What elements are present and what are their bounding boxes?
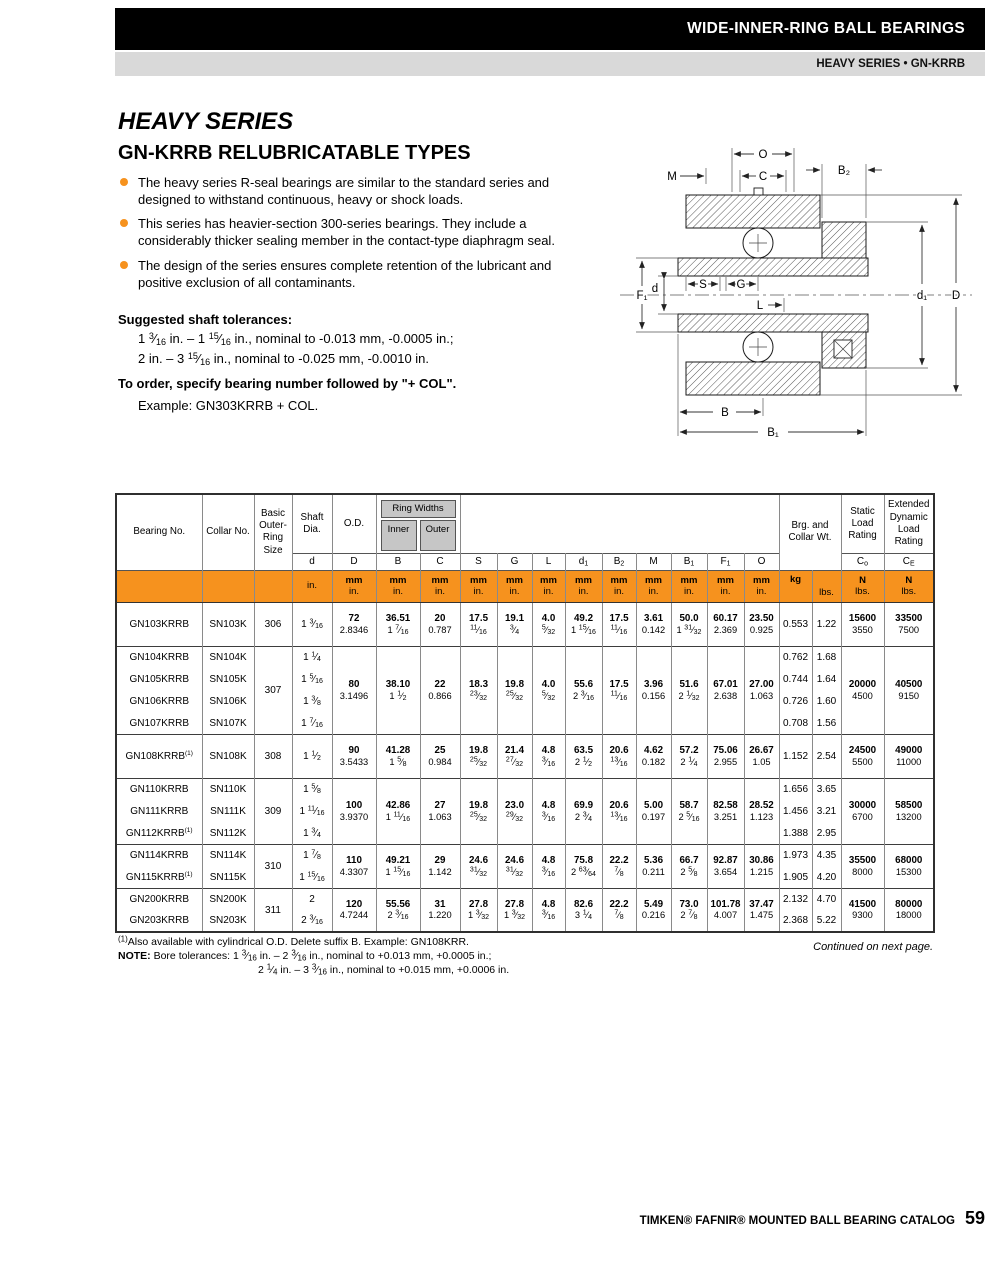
outer-ring-upper	[686, 195, 820, 228]
dim-c: 22 0.866	[420, 646, 460, 734]
dynamic-load: 49000 11000	[884, 734, 934, 778]
dim-letter-l: L	[532, 553, 565, 570]
weight-lbs: 4.20	[812, 866, 841, 888]
dim-o: 23.50 0.925	[744, 602, 779, 646]
collar-no: SN106K	[202, 690, 254, 712]
shaft-dia: 1 $^5⁄_{16}$	[292, 668, 332, 690]
weight-kg: 0.553	[779, 602, 812, 646]
unit-in: in.	[292, 570, 332, 602]
weight-lbs: 1.60	[812, 690, 841, 712]
dynamic-load: 40500 9150	[884, 646, 934, 734]
collar-no: SN114K	[202, 844, 254, 866]
weight-lbs: 1.68	[812, 646, 841, 668]
dim-f1: 92.87 3.654	[707, 844, 744, 888]
dim-label-f1: F₁	[636, 290, 648, 302]
unit-mm-in: mm in.	[460, 570, 497, 602]
shaft-dia: 1 $^3⁄_8$	[292, 690, 332, 712]
section-title: GN-KRRB RELUBRICATABLE TYPES	[118, 142, 471, 164]
unit-mm-in: mm in.	[707, 570, 744, 602]
bearing-no: GN105KRRB	[116, 668, 202, 690]
dim-m: 3.96 0.156	[636, 646, 671, 734]
dim-letter-b1: $B_1$	[671, 553, 707, 570]
bearing-no: GN107KRRB	[116, 712, 202, 734]
dim-m: 3.61 0.142	[636, 602, 671, 646]
ring-size: 306	[254, 602, 292, 646]
static-load: 20000 4500	[841, 646, 884, 734]
dim-s: 24.6 $^{31}⁄_{32}$	[460, 844, 497, 888]
weight-lbs: 1.56	[812, 712, 841, 734]
tolerance-line: 1 $^3⁄_{16}$ in. – 1 $^{15}⁄_{16}$ in., nominal to -0.013 mm, -0.0005 in.;	[138, 330, 454, 347]
unit-mm-in: mm in.	[497, 570, 532, 602]
list-item	[118, 257, 596, 291]
col-bearing-no: Bearing No.	[116, 494, 202, 570]
footnote-text: Also available with cylindrical O.D. Delete suffix B. Example: GN108KRR.	[127, 936, 469, 948]
dim-s: 19.8 $^{25}⁄_{32}$	[460, 734, 497, 778]
dim-o: 28.52 1.123	[744, 778, 779, 844]
col-static-load: Static Load Rating	[841, 494, 884, 553]
table-body	[116, 602, 934, 932]
top-banner	[115, 8, 985, 50]
footnote-text: 2 $^1⁄_4$ in. – 3 $^3⁄_{16}$ in., nominal to +0.015 mm, +0.0006 in.	[258, 962, 510, 977]
unit-mm-in: mm in.	[532, 570, 565, 602]
dim-letter-b2: $B_2$	[602, 553, 636, 570]
shaft-dia: 2	[292, 888, 332, 910]
dim-s: 19.8 $^{25}⁄_{32}$	[460, 778, 497, 844]
col-ring-widths	[376, 494, 460, 553]
bullet-icon	[120, 219, 128, 227]
dim-letter-d: d	[292, 553, 332, 570]
dim-b: 38.10 1 $^1⁄_2$	[376, 646, 420, 734]
bearing-no: GN104KRRB	[116, 646, 202, 668]
dim-c: 31 1.220	[420, 888, 460, 932]
dim-b2: 17.5 $^{11}⁄_{16}$	[602, 646, 636, 734]
shaft-dia: 1 $^1⁄_2$	[292, 734, 332, 778]
bullet-icon	[120, 261, 128, 269]
dynamic-load: 33500 7500	[884, 602, 934, 646]
order-example: Example: GN303KRRB + COL.	[138, 398, 319, 413]
dim-b1: 66.7 2 $^5⁄_8$	[671, 844, 707, 888]
dim-s: 18.3 $^{23}⁄_{32}$	[460, 646, 497, 734]
collar-no: SN108K	[202, 734, 254, 778]
bullet-icon	[120, 178, 128, 186]
dim-letter-s: S	[460, 553, 497, 570]
dim-letter-co: $C_o$	[841, 553, 884, 570]
static-load: 35500 8000	[841, 844, 884, 888]
dim-label-m: M	[667, 171, 677, 183]
dim-letter-d1: $d_1$	[565, 553, 602, 570]
dim-g: 24.6 $^{31}⁄_{32}$	[497, 844, 532, 888]
weight-lbs: 5.22	[812, 910, 841, 932]
dim-label-l: L	[756, 300, 764, 312]
footnote-3	[258, 964, 509, 978]
dim-od: 72 2.8346	[332, 602, 376, 646]
list-item	[118, 215, 596, 249]
dim-m: 5.36 0.211	[636, 844, 671, 888]
shaft-dia: 1 $^7⁄_{16}$	[292, 712, 332, 734]
weight-kg: 1.456	[779, 800, 812, 822]
dim-od: 80 3.1496	[332, 646, 376, 734]
weight-kg: 0.708	[779, 712, 812, 734]
dim-b1: 73.0 2 $^7⁄_8$	[671, 888, 707, 932]
dim-c: 29 1.142	[420, 844, 460, 888]
dim-b: 42.86 1 $^{11}⁄_{16}$	[376, 778, 420, 844]
page-title: HEAVY SERIES	[118, 108, 294, 135]
dim-letter-ce: $C_E$	[884, 553, 934, 570]
shaft-dia: 1 $^{15}⁄_{16}$	[292, 866, 332, 888]
dim-label-d-bore: d	[651, 283, 659, 295]
bearing-no: GN112KRRB$^{(1)}$	[116, 822, 202, 844]
outer-label: Outer	[420, 520, 456, 551]
shaft-dia: 2 $^3⁄_{16}$	[292, 910, 332, 932]
order-note: To order, specify bearing number followed by "+ COL".	[118, 376, 457, 391]
static-load: 41500 9300	[841, 888, 884, 932]
weight-kg: 1.973	[779, 844, 812, 866]
dim-letter-m: M	[636, 553, 671, 570]
dim-label-d-outer: D	[951, 290, 961, 302]
dim-m: 5.00 0.197	[636, 778, 671, 844]
dim-d1: 63.5 2 $^1⁄_2$	[565, 734, 602, 778]
unit-mm-in: mm in.	[376, 570, 420, 602]
dim-d1: 69.9 2 $^3⁄_4$	[565, 778, 602, 844]
bearing-no: GN115KRRB$^{(1)}$	[116, 866, 202, 888]
ring-size: 309	[254, 778, 292, 844]
static-load: 24500 5500	[841, 734, 884, 778]
collar-no: SN203K	[202, 910, 254, 932]
weight-lbs: 1.22	[812, 602, 841, 646]
weight-lbs: 3.21	[812, 800, 841, 822]
collar-upper	[822, 222, 866, 258]
tolerances-heading: Suggested shaft tolerances:	[118, 312, 293, 327]
top-banner-title: WIDE-INNER-RING BALL BEARINGS	[687, 20, 965, 37]
static-load: 30000 6700	[841, 778, 884, 844]
ring-size: 308	[254, 734, 292, 778]
units-row	[116, 570, 934, 602]
list-item	[118, 174, 596, 208]
tolerance-line: 2 in. – 3 $^{15}⁄_{16}$ in., nominal to -0.025 mm, -0.0010 in.	[138, 350, 430, 367]
dim-b1: 57.2 2 $^1⁄_4$	[671, 734, 707, 778]
dim-s: 17.5 $^{11}⁄_{16}$	[460, 602, 497, 646]
weight-kg: 2.368	[779, 910, 812, 932]
col-od: O.D.	[332, 494, 376, 553]
ring-size: 310	[254, 844, 292, 888]
dim-c: 20 0.787	[420, 602, 460, 646]
shaft-dia: 1 $^1⁄_4$	[292, 646, 332, 668]
bearing-no: GN111KRRB	[116, 800, 202, 822]
dim-d1: 49.2 1 $^{15}⁄_{16}$	[565, 602, 602, 646]
bearing-diagram	[608, 100, 986, 445]
series-banner	[115, 52, 985, 76]
col-shaft-dia: Shaft Dia.	[292, 494, 332, 553]
collar-no: SN103K	[202, 602, 254, 646]
dim-m: 5.49 0.216	[636, 888, 671, 932]
dim-g: 19.1 $^3⁄_4$	[497, 602, 532, 646]
unit-lbs: lbs.	[812, 570, 841, 602]
dim-b2: 22.2 $^7⁄_8$	[602, 844, 636, 888]
dim-c: 27 1.063	[420, 778, 460, 844]
static-load: 15600 3550	[841, 602, 884, 646]
weight-kg: 1.152	[779, 734, 812, 778]
bearing-no: GN203KRRB	[116, 910, 202, 932]
dim-b: 41.28 1 $^5⁄_8$	[376, 734, 420, 778]
dim-b2: 22.2 $^7⁄_8$	[602, 888, 636, 932]
feature-text: The heavy series R-seal bearings are similar to the standard series and designed to withstand continuous, heavy or shock loads.	[138, 175, 550, 208]
shaft-dia: 1 $^5⁄_8$	[292, 778, 332, 800]
weight-lbs: 4.35	[812, 844, 841, 866]
dim-b1: 50.0 1 $^{31}⁄_{32}$	[671, 602, 707, 646]
weight-lbs: 2.54	[812, 734, 841, 778]
dim-letter-c: C	[420, 553, 460, 570]
dim-l: 4.0 $^5⁄_{32}$	[532, 646, 565, 734]
dim-o: 37.47 1.475	[744, 888, 779, 932]
bearing-no: GN106KRRB	[116, 690, 202, 712]
dim-od: 120 4.7244	[332, 888, 376, 932]
dim-l: 4.8 $^3⁄_{16}$	[532, 888, 565, 932]
outer-ring-lower	[686, 362, 820, 395]
shaft-dia: 1 $^3⁄_{16}$	[292, 602, 332, 646]
unit-mm-in: mm in.	[420, 570, 460, 602]
ring-widths-label: Ring Widths	[381, 500, 456, 518]
dim-f1: 75.06 2.955	[707, 734, 744, 778]
unit-n-lbs: N lbs.	[841, 570, 884, 602]
unit-kg: kg	[779, 570, 812, 602]
dim-letter-d: D	[332, 553, 376, 570]
dim-l: 4.8 $^3⁄_{16}$	[532, 734, 565, 778]
dim-b1: 58.7 2 $^5⁄_{16}$	[671, 778, 707, 844]
dim-l: 4.8 $^3⁄_{16}$	[532, 778, 565, 844]
dim-letter-b: B	[376, 553, 420, 570]
series-banner-text: HEAVY SERIES • GN-KRRB	[816, 58, 965, 70]
weight-kg: 0.762	[779, 646, 812, 668]
weight-kg: 1.388	[779, 822, 812, 844]
unit-blank	[254, 570, 292, 602]
bearing-no: GN200KRRB	[116, 888, 202, 910]
dim-od: 90 3.5433	[332, 734, 376, 778]
dim-label-b1: B₁	[767, 427, 779, 439]
dim-f1: 60.17 2.369	[707, 602, 744, 646]
ring-size: 307	[254, 646, 292, 734]
unit-mm-in: mm in.	[602, 570, 636, 602]
shaft-dia: 1 $^{11}⁄_{16}$	[292, 800, 332, 822]
catalog-title: TIMKEN® FAFNIR® MOUNTED BALL BEARING CATALOG	[639, 1215, 955, 1227]
dim-f1: 67.01 2.638	[707, 646, 744, 734]
weight-kg: 0.726	[779, 690, 812, 712]
dim-b: 49.21 1 $^{15}⁄_{16}$	[376, 844, 420, 888]
weight-lbs: 2.95	[812, 822, 841, 844]
ring-size: 311	[254, 888, 292, 932]
dim-l: 4.0 $^5⁄_{32}$	[532, 602, 565, 646]
unit-mm-in: mm in.	[636, 570, 671, 602]
dim-o: 26.67 1.05	[744, 734, 779, 778]
dim-od: 110 4.3307	[332, 844, 376, 888]
dim-od: 100 3.9370	[332, 778, 376, 844]
dynamic-load: 80000 18000	[884, 888, 934, 932]
weight-kg: 0.744	[779, 668, 812, 690]
col-ring-size: Basic Outer-Ring Size	[254, 494, 292, 570]
dynamic-load: 68000 15300	[884, 844, 934, 888]
dim-label-b2: B₂	[837, 165, 851, 177]
dim-d1: 75.8 2 $^{63}⁄_{64}$	[565, 844, 602, 888]
collar-no: SN107K	[202, 712, 254, 734]
collar-no: SN110K	[202, 778, 254, 800]
dim-b2: 20.6 $^{13}⁄_{16}$	[602, 778, 636, 844]
collar-no: SN200K	[202, 888, 254, 910]
unit-mm-in: mm in.	[744, 570, 779, 602]
dim-g: 21.4 $^{27}⁄_{32}$	[497, 734, 532, 778]
feature-text: This series has heavier-section 300-series bearings. They include a considerably thicker sealing member in the contact-type diaphragm seal.	[138, 216, 555, 249]
dim-label-b: B	[721, 407, 729, 419]
dim-b1: 51.6 2 $^1⁄_{32}$	[671, 646, 707, 734]
dim-f1: 101.78 4.007	[707, 888, 744, 932]
dim-o: 27.00 1.063	[744, 646, 779, 734]
dim-l: 4.8 $^3⁄_{16}$	[532, 844, 565, 888]
dim-b: 36.51 1 $^7⁄_{16}$	[376, 602, 420, 646]
dim-letter-o: O	[744, 553, 779, 570]
shaft-dia: 1 $^7⁄_8$	[292, 844, 332, 866]
lube-fitting	[754, 188, 763, 195]
bearing-no: GN114KRRB	[116, 844, 202, 866]
dim-s: 27.8 1 $^3⁄_{32}$	[460, 888, 497, 932]
dim-f1: 82.58 3.251	[707, 778, 744, 844]
bearing-no: GN103KRRB	[116, 602, 202, 646]
dim-letter-f1: $F_1$	[707, 553, 744, 570]
inner-ring-upper	[678, 258, 868, 276]
dim-m: 4.62 0.182	[636, 734, 671, 778]
dim-g: 19.8 $^{25}⁄_{32}$	[497, 646, 532, 734]
page-footer	[115, 1208, 985, 1229]
collar-no: SN112K	[202, 822, 254, 844]
page-number: 59	[964, 1208, 985, 1228]
dim-b: 55.56 2 $^3⁄_{16}$	[376, 888, 420, 932]
note-label: NOTE:	[118, 950, 151, 962]
dynamic-load: 58500 13200	[884, 778, 934, 844]
dim-label-s: S	[699, 279, 707, 291]
inner-label: Inner	[381, 520, 417, 551]
dim-label-o: O	[758, 149, 768, 161]
footnote-marker: (1)	[118, 934, 128, 944]
unit-mm-in: mm in.	[332, 570, 376, 602]
continued-note: Continued on next page.	[813, 941, 933, 953]
shaft-dia: 1 $^3⁄_4$	[292, 822, 332, 844]
bearing-no: GN108KRRB$^{(1)}$	[116, 734, 202, 778]
unit-n-lbs: N lbs.	[884, 570, 934, 602]
feature-text: The design of the series ensures complete retention of the lubricant and positive exclusion of all contaminants.	[138, 257, 552, 290]
dim-label-g: G	[736, 279, 746, 291]
weight-kg: 1.656	[779, 778, 812, 800]
collar-no: SN104K	[202, 646, 254, 668]
dim-o: 30.86 1.215	[744, 844, 779, 888]
dim-letter-g: G	[497, 553, 532, 570]
dim-d1: 55.6 2 $^3⁄_{16}$	[565, 646, 602, 734]
footnote-text: Bore tolerances: 1 $^3⁄_{16}$ in. – 2 $^3⁄_{16}$ in., nominal to +0.013 mm, +0.0005 in.;	[153, 948, 492, 963]
dim-g: 27.8 1 $^3⁄_{32}$	[497, 888, 532, 932]
weight-lbs: 1.64	[812, 668, 841, 690]
col-collar-no: Collar No.	[202, 494, 254, 570]
feature-list	[118, 174, 596, 298]
inner-ring-lower	[678, 314, 868, 332]
collar-no: SN115K	[202, 866, 254, 888]
weight-kg: 2.132	[779, 888, 812, 910]
dim-g: 23.0 $^{29}⁄_{32}$	[497, 778, 532, 844]
dim-d1: 82.6 3 $^1⁄_4$	[565, 888, 602, 932]
weight-lbs: 4.70	[812, 888, 841, 910]
collar-no: SN111K	[202, 800, 254, 822]
dim-label-c: C	[758, 171, 768, 183]
dim-b2: 17.5 $^{11}⁄_{16}$	[602, 602, 636, 646]
collar-no: SN105K	[202, 668, 254, 690]
weight-kg: 1.905	[779, 866, 812, 888]
bearing-spec-table	[115, 493, 935, 933]
unit-mm-in: mm in.	[671, 570, 707, 602]
dim-c: 25 0.984	[420, 734, 460, 778]
bearing-no: GN110KRRB	[116, 778, 202, 800]
header-spacer	[460, 494, 779, 553]
dim-b2: 20.6 $^{13}⁄_{16}$	[602, 734, 636, 778]
dim-label-d1: d₁	[916, 290, 928, 302]
col-dynamic-load: Extended Dynamic Load Rating	[884, 494, 934, 553]
unit-blank	[202, 570, 254, 602]
col-weight: Brg. and Collar Wt.	[779, 494, 841, 570]
unit-mm-in: mm in.	[565, 570, 602, 602]
weight-lbs: 3.65	[812, 778, 841, 800]
unit-blank	[116, 570, 202, 602]
